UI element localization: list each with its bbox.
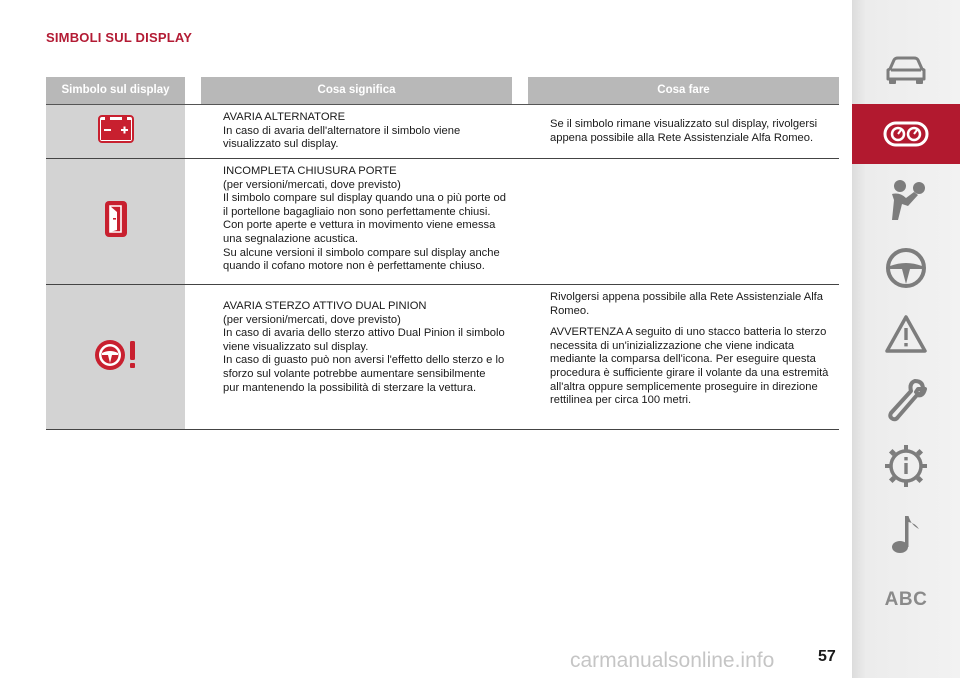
row1-meaning-line: visualizzato sul display. xyxy=(223,138,339,151)
symbols-table xyxy=(46,77,839,430)
battery-warning-icon xyxy=(97,114,135,144)
sidebar-item-starting-driving[interactable] xyxy=(852,238,960,298)
row2-meaning-line: INCOMPLETA CHIUSURA PORTE xyxy=(223,165,397,177)
row2-meaning-line: quando il cofano motore non è perfettamente chiuso. xyxy=(223,260,485,273)
sidebar-item-instrument-panel[interactable] xyxy=(852,104,960,164)
sidebar-item-car[interactable] xyxy=(852,40,960,100)
table-row xyxy=(46,285,839,430)
page-number: 57 xyxy=(818,648,836,665)
row3-warning-para xyxy=(550,326,839,408)
table-row xyxy=(46,159,839,285)
row3-action-line: rettilinea per circa 100 metri. xyxy=(550,394,692,407)
row3-action-line: Rivolgersi appena possibile alla Rete Assistenziale Alfa xyxy=(550,291,824,303)
sidebar-item-multimedia[interactable] xyxy=(852,504,960,564)
row2-meaning-line: Su alcune versioni il simbolo compare sul display anche xyxy=(223,246,500,259)
header-symbol: Simbolo sul display xyxy=(46,77,185,105)
table-row xyxy=(46,105,839,159)
chapter-sidebar xyxy=(852,0,960,678)
airbag-icon xyxy=(884,178,928,222)
row3-meaning-line: viene visualizzato sul display. xyxy=(223,340,369,353)
row2-meaning-line: Con porte aperte e vettura in movimento viene emessa xyxy=(223,219,496,232)
row3-action-line: Romeo. xyxy=(550,304,590,317)
row1-action-line: Se il simbolo rimane visualizzato sul display, rivolgersi xyxy=(550,118,818,130)
watermark: carmanualsonline.info xyxy=(570,649,775,672)
row3-meaning-line: sforzo sul volante potrebbe aumentare sensibilmente xyxy=(223,367,486,380)
page-title: SIMBOLI SUL DISPLAY xyxy=(46,30,193,45)
wrench-icon xyxy=(885,377,927,423)
row1-action-line: appena possibile alla Rete Assistenziale Alfa Romeo. xyxy=(550,131,814,144)
row3-action-line: AVVERTENZA A seguito di uno stacco batteria lo sterzo xyxy=(550,326,827,339)
car-icon xyxy=(884,55,928,85)
instrument-panel-icon xyxy=(883,120,929,148)
sidebar-item-index[interactable] xyxy=(852,570,960,630)
music-note-icon xyxy=(889,513,923,555)
sidebar-item-servicing[interactable] xyxy=(852,436,960,496)
info-gear-icon xyxy=(884,444,928,488)
row3-action-line: all'altra oppure semplicemente proseguire in direzione xyxy=(550,380,818,393)
row2-meaning-line: Il simbolo compare sul display quando una o più porte od xyxy=(223,192,506,205)
row3-meaning-line: In caso di avaria dello sterzo attivo Dual Pinion il simbolo xyxy=(223,327,505,340)
sidebar-item-emergency[interactable] xyxy=(852,370,960,430)
header-meaning: Cosa significa xyxy=(201,77,512,105)
steering-wheel-icon xyxy=(885,247,927,289)
row3-action-line: mediante la comparsa dell'icona. Per eseguire questa xyxy=(550,353,816,366)
steering-fault-icon xyxy=(93,337,139,373)
row3-meaning-line: AVARIA STERZO ATTIVO DUAL PINION xyxy=(223,300,427,312)
row3-meaning-line: pur mantenendo la possibilità di sterzare la vettura. xyxy=(223,381,477,394)
row1-meaning-line: AVARIA ALTERNATORE xyxy=(223,111,346,123)
row1-meaning-line: In caso di avaria dell'alternatore il simbolo viene xyxy=(223,124,461,137)
row3-action-line: necessita di un'inizializzazione che viene indicata xyxy=(550,339,795,352)
row3-meaning-line: In caso di guasto può non aversi l'effetto dello sterzo e lo xyxy=(223,354,505,367)
row3-action-line: procedura è sufficiente girare il volante da una estremità xyxy=(550,366,829,379)
row2-meaning-line: il portellone bagagliaio non sono perfettamente chiusi. xyxy=(223,205,491,218)
row2-meaning-line: (per versioni/mercati, dove previsto) xyxy=(223,178,401,191)
sidebar-item-warning-lights[interactable] xyxy=(852,304,960,364)
warning-triangle-icon xyxy=(884,314,928,354)
row3-action-para xyxy=(550,291,839,318)
row3-meaning-line: (per versioni/mercati, dove previsto) xyxy=(223,313,401,326)
header-action: Cosa fare xyxy=(528,77,839,105)
door-open-icon xyxy=(103,199,129,239)
row2-meaning-line: una segnalazione acustica. xyxy=(223,232,358,245)
sidebar-item-safety[interactable] xyxy=(852,170,960,230)
abc-label: ABC xyxy=(884,589,928,610)
